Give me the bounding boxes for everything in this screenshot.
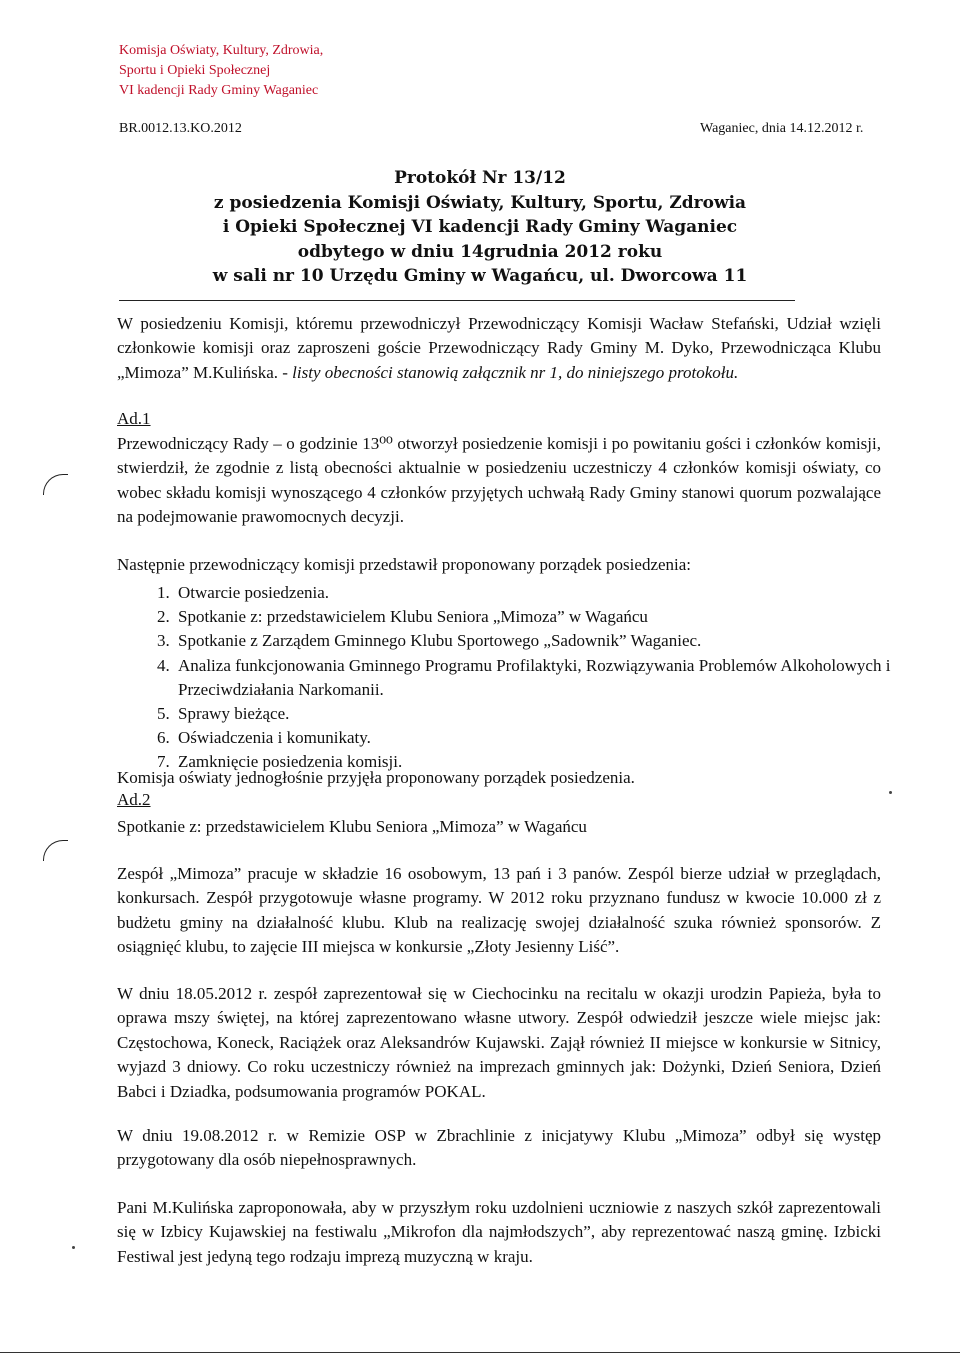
ad2-paragraph-3: W dniu 19.08.2012 r. w Remizie OSP w Zbrachlinie z inicjatywy Klubu „Mimoza” odbył się występ przygotowany dla osób niepełnosprawnych.	[117, 1126, 881, 1170]
agenda-item: 3. Spotkanie z Zarządem Gminnego Klubu Sportowego „Sadownik” Waganiec.	[174, 629, 938, 653]
ad2-paragraph-2: W dniu 18.05.2012 r. zespół zaprezentował się w Ciechocinku na recitalu w okazji urodzin Papieża, była to oprawa mszy świętej, na której zaprezentowano własne utwory. Zespół odwiedził jeszcze wiele miejsc jak: Częstochowa, Koneck, Raciążek oraz Aleksandrów Kujawski. Zajął również II miejsce w konkursie w Sitnicy, wyjazd 3 dniowy. Co roku uczestniczy również na imprezach gminnych jak: Dożynki, Dzień Seniora, Dzień Babci i Dziadka, podsumowania programów POKAL.	[117, 984, 881, 1101]
title-line4: odbytego w dniu 14grudnia 2012 roku	[297, 241, 663, 262]
organization-name-line1: Komisja Oświaty, Kultury, Zdrowia,	[119, 43, 324, 58]
organization-name-line2: Sportu i Opieki Społecznej	[119, 63, 271, 78]
punch-hole-mark	[43, 840, 68, 861]
punch-hole-mark	[43, 474, 68, 495]
agenda-item: 4. Analiza funkcjonowania Gminnego Programu Profilaktyki, Rozwiązywania Problemów Alkoholowych i Przeciwdziałania Narkomanii.	[174, 654, 938, 702]
ad2-paragraph-1: Zespół „Mimoza” pracuje w składzie 16 osobowym, 13 pań i 3 panów. Zespól bierze udział w przeglądach, konkursach. Zespół przygotowuje własne programy. W 2012 roku przyznano fundusz w kwocie 10.000 zł z budżetu gminy na działalność klubu. Klub na realizację swojej działalność szuka również sponsorów. Z osiągnięć klubu, to zajęcie III miejsca w konkursie „Złoty Jesienny Liść”.	[117, 864, 881, 957]
document-reference: BR.0012.13.KO.2012	[119, 121, 242, 136]
document-date: Waganiec, dnia 14.12.2012 r.	[700, 121, 864, 136]
agenda-item: 1. Otwarcie posiedzenia.	[174, 581, 938, 605]
title-line5: w sali nr 10 Urzędu Gminy w Wagańcu, ul. Dworcowa 11	[212, 266, 748, 286]
scan-dot	[889, 791, 892, 794]
agenda-intro: Następnie przewodniczący komisji przedstawił proponowany porządek posiedzenia:	[117, 555, 692, 574]
ad1-paragraph: Przewodniczący Rady – o godzinie 13⁰⁰ otworzył posiedzenie komisji i po powitaniu gości i członków komisji, stwierdził, że zgodnie z listą obecności aktualnie w posiedzeniu uczestniczy 4 członków komisji oświaty, co wobec składu komisji wynoszącego 4 członków przyjętych uchwałą Rady Gminy stanowi quorum pozwalające na podejmowanie prawomocnych decyzji.	[117, 434, 881, 527]
agenda-list	[117, 581, 938, 775]
intro-attachment-note: listy obecności stanowią załącznik nr 1, do niniejszego protokołu.	[292, 362, 739, 382]
section-heading-ad1: Ad.1	[117, 409, 151, 428]
agenda-item: 2. Spotkanie z: przedstawicielem Klubu Seniora „Mimoza” w Wagańcu	[174, 605, 938, 629]
agenda-item: 7. Zamknięcie posiedzenia komisji.	[174, 750, 938, 774]
title-line2: z posiedzenia Komisji Oświaty, Kultury, Sportu, Zdrowia	[213, 192, 747, 213]
ad2-subtitle: Spotkanie z: przedstawicielem Klubu Seniora „Mimoza” w Wagańcu	[117, 817, 587, 836]
agenda-item: 6. Oświadczenia i komunikaty.	[174, 726, 938, 750]
section-heading-ad2: Ad.2	[117, 790, 151, 809]
ad2-paragraph-4: Pani M.Kulińska zaproponowała, aby w przyszłym roku uzdolnieni uczniowie z naszych szkół zaprezentowali się w Izbicy Kujawskiej na festiwalu „Mikrofon dla najmłodszych”, aby reprezentować naszą gminę. Izbicki Festiwal jest jedyną tego rodzaju imprezą muzyczną w kraju.	[117, 1198, 881, 1266]
title-line1: Protokół Nr 13/12	[394, 168, 566, 188]
protocol-title	[180, 166, 780, 289]
agenda-item: 5. Sprawy bieżące.	[174, 702, 938, 726]
intro-paragraph	[117, 312, 881, 385]
title-line3: i Opieki Społecznej VI kadencji Rady Gminy Waganiec	[222, 217, 738, 237]
agenda-accepted: Komisja oświaty jednogłośnie przyjęła proponowany porządek posiedzenia.	[117, 768, 635, 787]
organization-name-line3: VI kadencji Rady Gminy Waganiec	[119, 83, 319, 98]
scan-dot	[72, 1246, 75, 1249]
intro-text: W posiedzeniu Komisji, któremu przewodniczył Przewodniczący Komisji Wacław Stefański, Udział wzięli członkowie komisji oraz zaproszeni goście Przewodniczący Rady Gminy M. Dyko, Przewodnicząca Klubu „Mimoza” M.Kulińska. -	[117, 314, 881, 382]
title-divider	[119, 300, 795, 301]
page-bottom-edge	[0, 1352, 960, 1353]
